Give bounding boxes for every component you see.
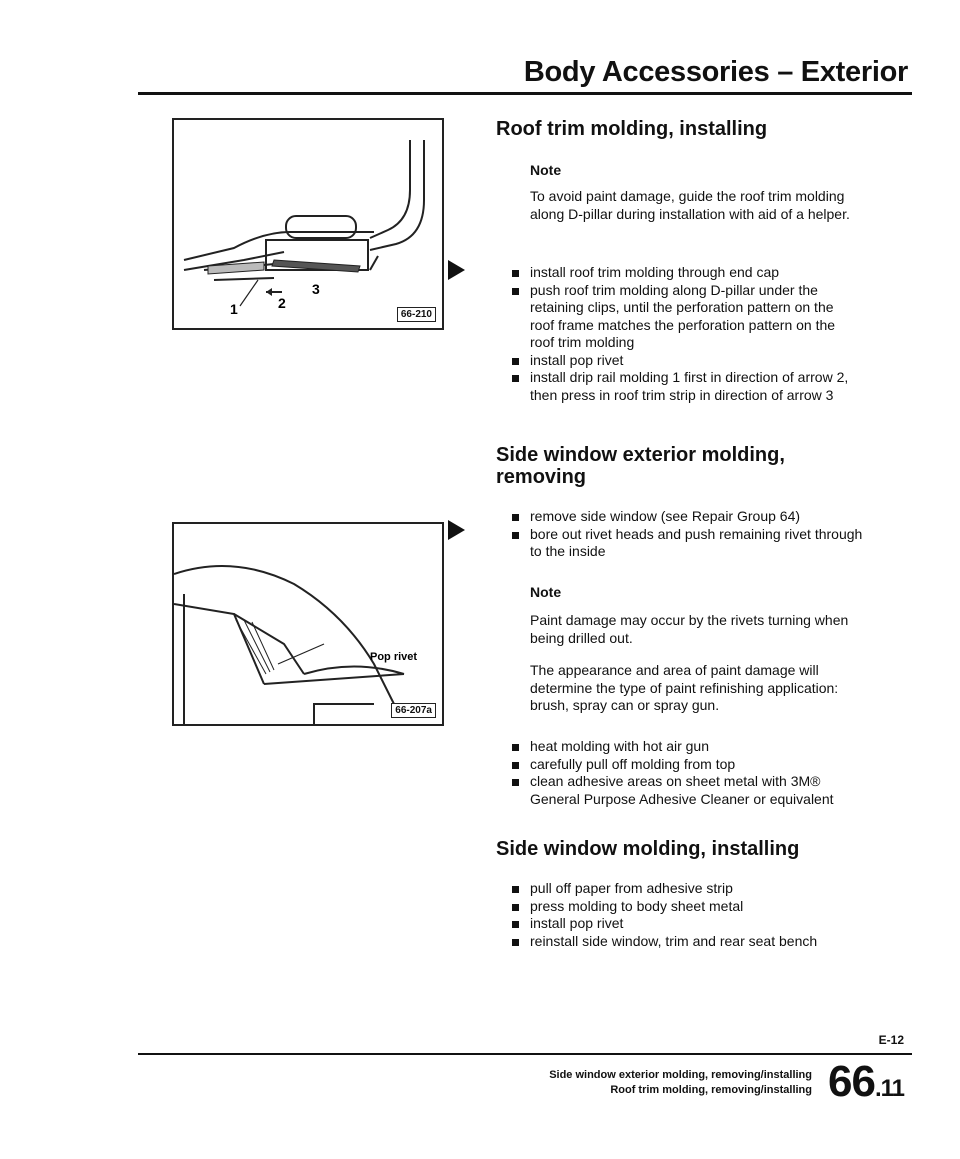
footer-rule [138, 1053, 912, 1055]
list-item: install drip rail molding 1 first in direction of arrow 2, then press in roof trim strip in direction of arrow 3 [510, 369, 860, 404]
pointer-arrow [448, 260, 465, 280]
figure-side-window [172, 522, 444, 726]
list-item: clean adhesive areas on sheet metal with 3M® General Purpose Adhesive Cleaner or equivalent [510, 773, 870, 808]
list-item: install pop rivet [510, 915, 860, 933]
side-window-illustration [174, 524, 442, 724]
footer-line: Side window exterior molding, removing/installing [549, 1069, 812, 1081]
footer-line: Roof trim molding, removing/installing [610, 1084, 812, 1096]
list-item: bore out rivet heads and push remaining rivet through to the inside [510, 526, 870, 561]
page-header-title: Body Accessories – Exterior [523, 56, 908, 88]
figure-tag: 66-210 [397, 307, 436, 322]
list-item: carefully pull off molding from top [510, 756, 870, 774]
page-code: E-12 [878, 1033, 904, 1047]
list-item: heat molding with hot air gun [510, 738, 870, 756]
section-title: Roof trim molding, installing [496, 118, 768, 140]
note-label: Note [530, 162, 562, 178]
fig1-label-1: 1 [230, 301, 238, 317]
bullet-list [510, 508, 870, 561]
note-text: The appearance and area of paint damage will determine the type of paint refinishing application: brush, spray can or spray gun. [530, 662, 839, 713]
bullet-list [510, 738, 870, 808]
list-item: remove side window (see Repair Group 64) [510, 508, 870, 526]
group-number: 66 [828, 1057, 875, 1106]
list-item: push roof trim molding along D-pillar under the retaining clips, until the perforation pattern on the roof frame matches the perforation pattern on the roof trim molding [510, 282, 860, 352]
fig1-label-3: 3 [312, 281, 320, 297]
note-label: Note [530, 584, 562, 600]
roof-trim-illustration [174, 120, 442, 328]
section-title: Side window exterior molding, removing [496, 444, 785, 488]
footer-topics [549, 1068, 812, 1098]
figure-tag: 66-207a [391, 703, 436, 718]
note-text: Paint damage may occur by the rivets turning when being drilled out. [530, 612, 849, 646]
list-item: install pop rivet [510, 352, 860, 370]
bullet-list [510, 264, 860, 404]
list-item: press molding to body sheet metal [510, 898, 860, 916]
fig1-label-2: 2 [278, 295, 286, 311]
list-item: pull off paper from adhesive strip [510, 880, 860, 898]
section-title: Side window molding, installing [496, 838, 800, 860]
list-item: reinstall side window, trim and rear seat bench [510, 933, 860, 951]
page-number [828, 1057, 904, 1107]
header-rule [138, 92, 912, 95]
bullet-list [510, 880, 860, 950]
pointer-arrow [448, 520, 465, 540]
pop-rivet-callout: Pop rivet [370, 651, 418, 663]
figure-roof-trim [172, 118, 444, 330]
list-item: install roof trim molding through end cap [510, 264, 860, 282]
page-subnumber: .11 [874, 1075, 904, 1102]
note-text: To avoid paint damage, guide the roof trim molding along D-pillar during installation with aid of a helper. [530, 188, 850, 222]
